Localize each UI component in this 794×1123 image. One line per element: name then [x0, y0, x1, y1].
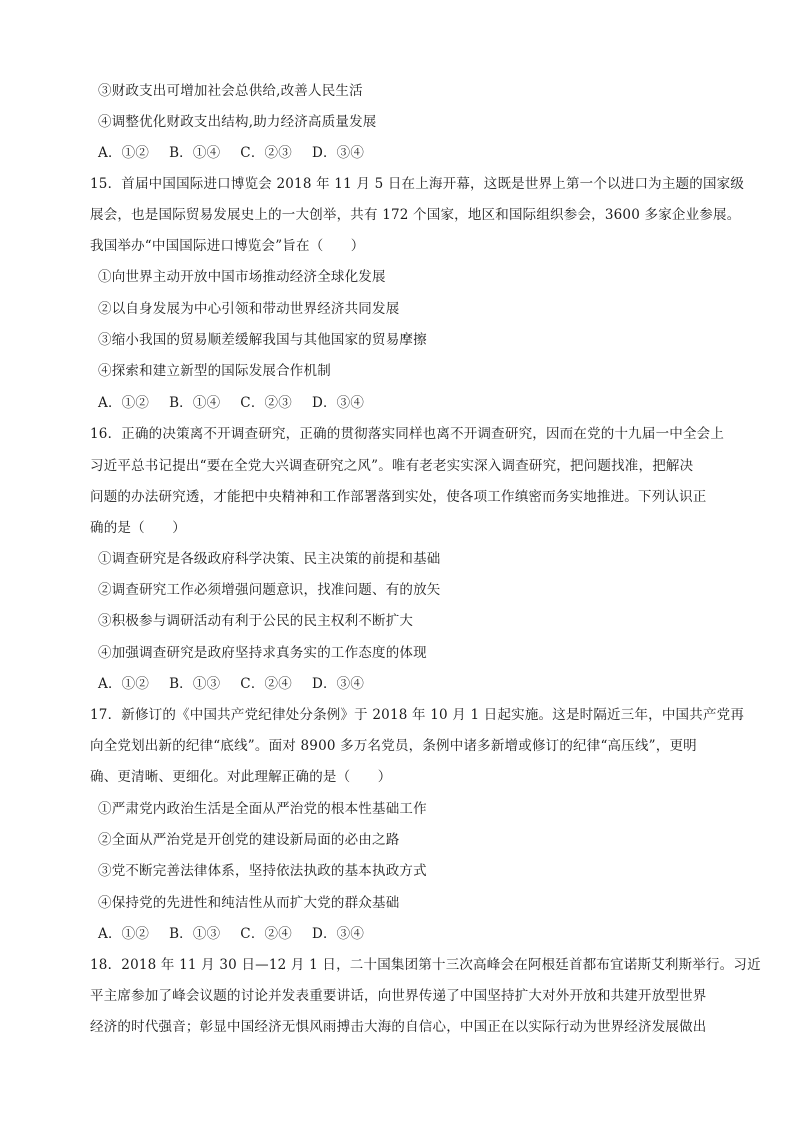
answer-choice-a: A．①② [98, 926, 150, 942]
question-stem-line: 问题的办法研究透，才能把中央精神和工作部署落到实处，使各项工作缜密而务实地推进。下列认识正 [90, 489, 707, 505]
option-line: ④保持党的先进性和纯洁性从而扩大党的群众基础 [98, 895, 400, 911]
answer-choice-c: C．②④ [240, 676, 292, 692]
option-line: ②调查研究工作必须增强问题意识，找准问题、有的放矢 [98, 582, 441, 598]
answer-choice-a: A．①② [98, 395, 150, 411]
option-line: ③缩小我国的贸易顺差缓解我国与其他国家的贸易摩擦 [98, 332, 427, 348]
answer-choice-d: D．③④ [311, 676, 365, 692]
question-stem-line: 确的是（ ） [90, 520, 186, 536]
answer-choice-a: A．①② [98, 676, 150, 692]
option-line: ①调查研究是各级政府科学决策、民主决策的前提和基础 [98, 551, 441, 567]
question-stem-line: 我国举办“中国国际进口博览会”旨在（ ） [90, 238, 365, 254]
option-line: ②全面从严治党是开创党的建设新局面的必由之路 [98, 832, 400, 848]
question-stem-line: 18．2018 年 11 月 30 日—12 月 1 日，二十国集团第十三次高峰会在阿根廷首都布宜诺斯艾利斯举行。习近 [90, 957, 761, 973]
option-line: ③党不断完善法律体系，坚持依法执政的基本执政方式 [98, 863, 427, 879]
answer-choice-c: C．②③ [240, 145, 292, 161]
question-stem-line: 16．正确的决策离不开调查研究，正确的贯彻落实同样也离不开调查研究，因而在党的十九届一中全会上 [90, 426, 725, 442]
answer-choice-d: D．③④ [311, 395, 365, 411]
question-stem-line: 习近平总书记提出“要在全党大兴调查研究之风”。唯有老老实实深入调查研究，把问题找准，把解决 [90, 458, 694, 474]
option-line: ②以自身发展为中心引领和带动世界经济共同发展 [98, 301, 400, 317]
option-line: ④调整优化财政支出结构,助力经济高质量发展 [98, 114, 377, 130]
option-line: ①向世界主动开放中国市场推动经济全球化发展 [98, 269, 386, 285]
option-line: ④加强调查研究是政府坚持求真务实的工作态度的体现 [98, 645, 427, 661]
option-line: ③积极参与调研活动有利于公民的民主权利不断扩大 [98, 613, 414, 629]
answer-choice-d: D．③④ [311, 926, 365, 942]
answer-choice-c: C．②③ [240, 395, 292, 411]
answer-choices [98, 143, 384, 163]
answer-choices [98, 393, 384, 413]
answer-choice-b: B．①③ [169, 926, 221, 942]
answer-choices [98, 674, 384, 694]
answer-choice-c: C．②④ [240, 926, 292, 942]
answer-choice-d: D．③④ [311, 145, 365, 161]
answer-choice-b: B．①④ [169, 395, 221, 411]
answer-choices [98, 924, 384, 944]
question-stem-line: 经济的时代强音；彰显中国经济无惧风雨搏击大海的自信心，中国正在以实际行动为世界经济发展做出 [90, 1019, 707, 1035]
answer-choice-a: A．①② [98, 145, 150, 161]
answer-choice-b: B．①③ [169, 676, 221, 692]
answer-choice-b: B．①④ [169, 145, 221, 161]
option-line: ③财政支出可增加社会总供给,改善人民生活 [98, 83, 363, 99]
question-stem-line: 向全党划出新的纪律“底线”。面对 8900 多万名党员，条例中诸多新增或修订的纪律“高压线”，更明 [90, 738, 697, 754]
option-line: ①严肃党内政治生活是全面从严治党的根本性基础工作 [98, 801, 427, 817]
option-line: ④探索和建立新型的国际发展合作机制 [98, 363, 331, 379]
question-stem-line: 确、更清晰、更细化。对此理解正确的是（ ） [90, 769, 392, 785]
question-stem-line: 17．新修订的《中国共产党纪律处分条例》于 2018 年 10 月 1 日起实施。这是时隔近三年，中国共产党再 [90, 707, 745, 723]
question-stem-line: 平主席参加了峰会议题的讨论并发表重要讲话，向世界传递了中国坚持扩大对外开放和共建开放型世界 [90, 988, 707, 1004]
question-stem-line: 展会，也是国际贸易发展史上的一大创举，共有 172 个国家，地区和国际组织参会，3600 多家企业参展。 [90, 207, 741, 223]
question-stem-line: 15．首届中国国际进口博览会 2018 年 11 月 5 日在上海开幕，这既是世界上第一个以进口为主题的国家级 [90, 176, 745, 192]
